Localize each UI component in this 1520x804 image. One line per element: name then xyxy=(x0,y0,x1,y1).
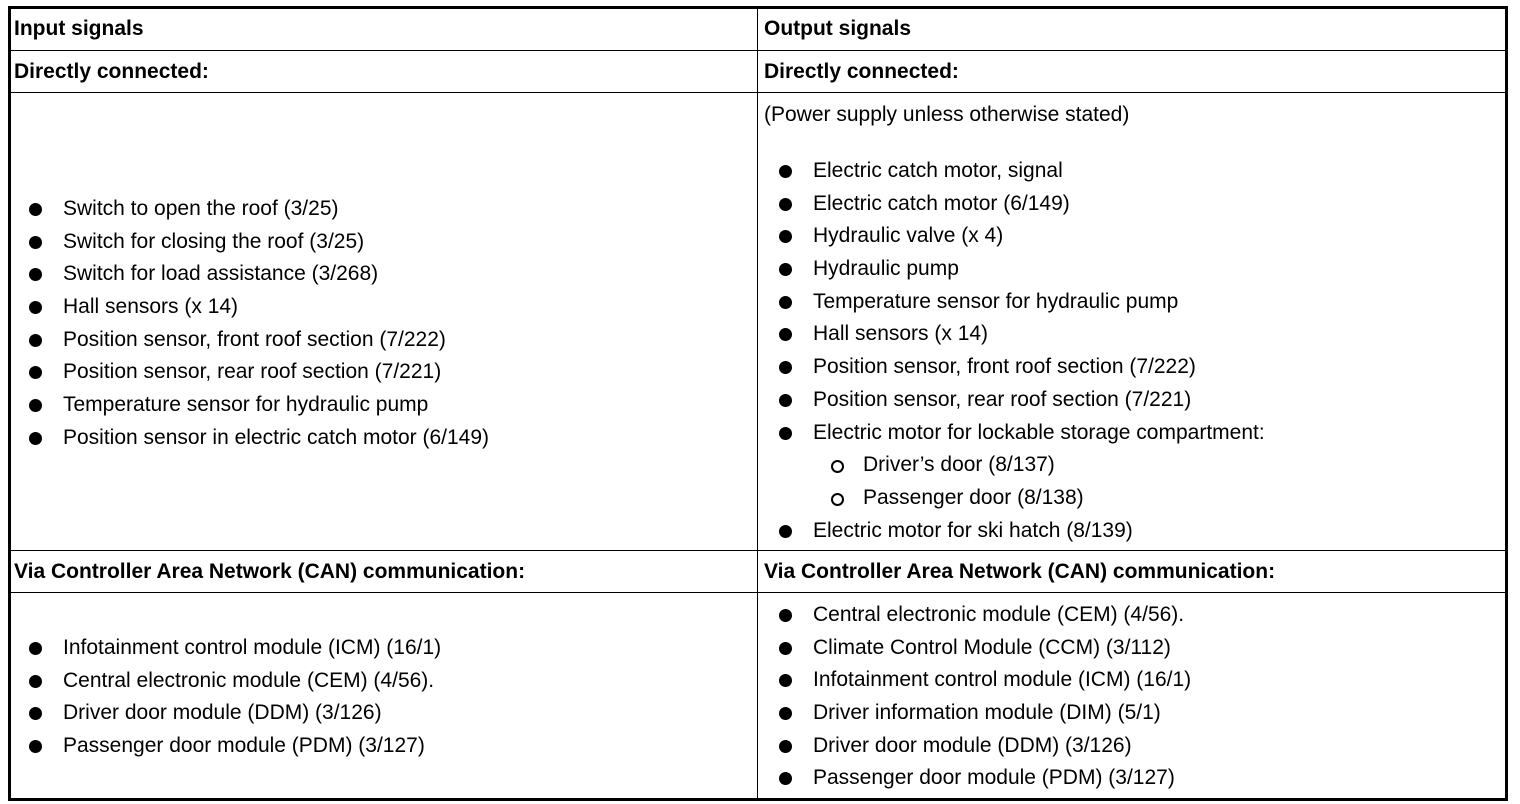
list-item-text: Temperature sensor for hydraulic pump xyxy=(813,289,1179,313)
list-item xyxy=(761,599,1501,632)
list-item-text: Position sensor in electric catch motor (6/149) xyxy=(63,425,490,449)
bullet-icon xyxy=(29,236,42,249)
list-item xyxy=(761,730,1501,763)
bullet-icon xyxy=(779,230,792,243)
bullet-icon xyxy=(779,394,792,407)
bullet-icon xyxy=(779,263,792,276)
bullet-icon xyxy=(29,268,42,281)
list-item xyxy=(761,384,1501,417)
list-item-text: Passenger door module (PDM) (3/127) xyxy=(63,734,425,758)
list-item xyxy=(11,356,751,389)
output-direct-sublist xyxy=(761,449,1501,514)
list-item xyxy=(761,155,1501,188)
list-item-text: Hydraulic valve (x 4) xyxy=(813,224,1004,248)
bullet-icon xyxy=(29,301,42,314)
list-item xyxy=(11,422,751,455)
bullet-icon xyxy=(29,203,42,216)
list-item xyxy=(11,193,751,226)
bullet-icon xyxy=(779,165,792,178)
row-divider xyxy=(11,550,1505,551)
list-item xyxy=(11,258,751,291)
bullet-icon xyxy=(779,525,792,538)
bullet-icon xyxy=(779,361,792,374)
bullet-icon xyxy=(29,707,42,720)
list-item xyxy=(761,253,1501,286)
row-divider xyxy=(11,592,1505,593)
bullet-icon xyxy=(779,609,792,622)
list-item xyxy=(11,389,751,422)
list-item-text: Switch for load assistance (3/268) xyxy=(63,262,379,286)
list-item-text: Driver information module (DIM) (5/1) xyxy=(813,701,1161,725)
list-item xyxy=(11,324,751,357)
list-item-text: Driver door module (DDM) (3/126) xyxy=(813,733,1132,757)
output-direct-heading: Directly connected: xyxy=(764,60,959,83)
list-item-text: Hall sensors (x 14) xyxy=(63,295,239,319)
bullet-icon xyxy=(831,460,844,473)
bullet-icon xyxy=(779,772,792,785)
list-item xyxy=(11,697,751,730)
row-divider xyxy=(11,50,1505,51)
input-can-cell xyxy=(11,632,751,763)
bullet-icon xyxy=(29,675,42,688)
list-item xyxy=(11,226,751,259)
list-item xyxy=(11,291,751,324)
list-item-text: Driver’s door (8/137) xyxy=(863,453,1055,477)
bullet-icon xyxy=(831,493,844,506)
bullet-icon xyxy=(29,366,42,379)
list-item-text: Electric catch motor, signal xyxy=(813,159,1063,182)
list-item-text: Infotainment control module (ICM) (16/1) xyxy=(813,668,1192,692)
list-item xyxy=(11,730,751,763)
list-item xyxy=(11,632,751,665)
bullet-icon xyxy=(779,296,792,309)
list-item-text: Hydraulic pump xyxy=(813,257,959,281)
list-item xyxy=(761,417,1501,450)
list-item xyxy=(761,188,1501,221)
list-item-text: Position sensor, rear roof section (7/221) xyxy=(63,360,442,384)
list-item-text: Temperature sensor for hydraulic pump xyxy=(63,393,429,417)
bullet-icon xyxy=(779,198,792,211)
output-can-heading: Via Controller Area Network (CAN) communication: xyxy=(764,560,1276,583)
input-signals-heading: Input signals xyxy=(14,17,144,40)
list-item xyxy=(761,515,1501,548)
list-item xyxy=(761,697,1501,730)
list-item-text: Electric motor for ski hatch (8/139) xyxy=(813,518,1133,542)
list-item-text: Passenger door module (PDM) (3/127) xyxy=(813,766,1175,790)
list-item-text: Position sensor, rear roof section (7/221) xyxy=(813,387,1192,411)
list-item xyxy=(761,632,1501,665)
list-item-text: Hall sensors (x 14) xyxy=(813,322,989,346)
bullet-icon xyxy=(29,642,42,655)
list-item xyxy=(761,482,1501,515)
bullet-icon xyxy=(29,740,42,753)
input-can-list xyxy=(11,632,751,763)
list-item xyxy=(761,762,1501,795)
bullet-icon xyxy=(779,674,792,687)
list-item xyxy=(761,318,1501,351)
list-item xyxy=(11,665,751,698)
bullet-icon xyxy=(779,707,792,720)
list-item-text: Central electronic module (CEM) (4/56). xyxy=(63,668,435,692)
power-supply-note: (Power supply unless otherwise stated) xyxy=(764,103,1130,126)
column-divider xyxy=(757,9,758,798)
output-can-cell xyxy=(761,599,1501,795)
list-item-text: Position sensor, front roof section (7/222) xyxy=(813,355,1196,379)
row-divider xyxy=(11,92,1505,93)
list-item-text: Central electronic module (CEM) (4/56). xyxy=(813,603,1185,626)
output-signals-heading: Output signals xyxy=(764,17,911,40)
bullet-icon xyxy=(29,399,42,412)
output-can-list xyxy=(761,599,1501,795)
bullet-icon xyxy=(779,740,792,753)
output-direct-list xyxy=(761,155,1501,449)
bullet-icon xyxy=(779,328,792,341)
bullet-icon xyxy=(29,432,42,445)
input-direct-cell xyxy=(11,193,751,455)
input-direct-heading: Directly connected: xyxy=(14,60,209,83)
list-item-text: Passenger door (8/138) xyxy=(863,485,1084,509)
list-item xyxy=(761,351,1501,384)
bullet-icon xyxy=(29,334,42,347)
list-item xyxy=(761,664,1501,697)
bullet-icon xyxy=(779,427,792,440)
list-item-text: Climate Control Module (CCM) (3/112) xyxy=(813,635,1171,659)
list-item-text: Driver door module (DDM) (3/126) xyxy=(63,701,382,725)
list-item xyxy=(761,449,1501,482)
list-item-text: Switch to open the roof (3/25) xyxy=(63,197,339,220)
list-item-text: Electric catch motor (6/149) xyxy=(813,191,1070,215)
signals-table xyxy=(8,6,1508,801)
bullet-icon xyxy=(779,642,792,655)
list-item xyxy=(761,286,1501,319)
list-item xyxy=(761,220,1501,253)
output-direct-cell xyxy=(761,155,1501,547)
list-item-text: Electric motor for lockable storage compartment: xyxy=(813,420,1265,444)
input-can-heading: Via Controller Area Network (CAN) communication: xyxy=(14,560,526,583)
input-direct-list xyxy=(11,193,751,455)
list-item-text: Position sensor, front roof section (7/222) xyxy=(63,327,446,351)
list-item-text: Infotainment control module (ICM) (16/1) xyxy=(63,636,442,659)
list-item-text: Switch for closing the roof (3/25) xyxy=(63,229,365,253)
